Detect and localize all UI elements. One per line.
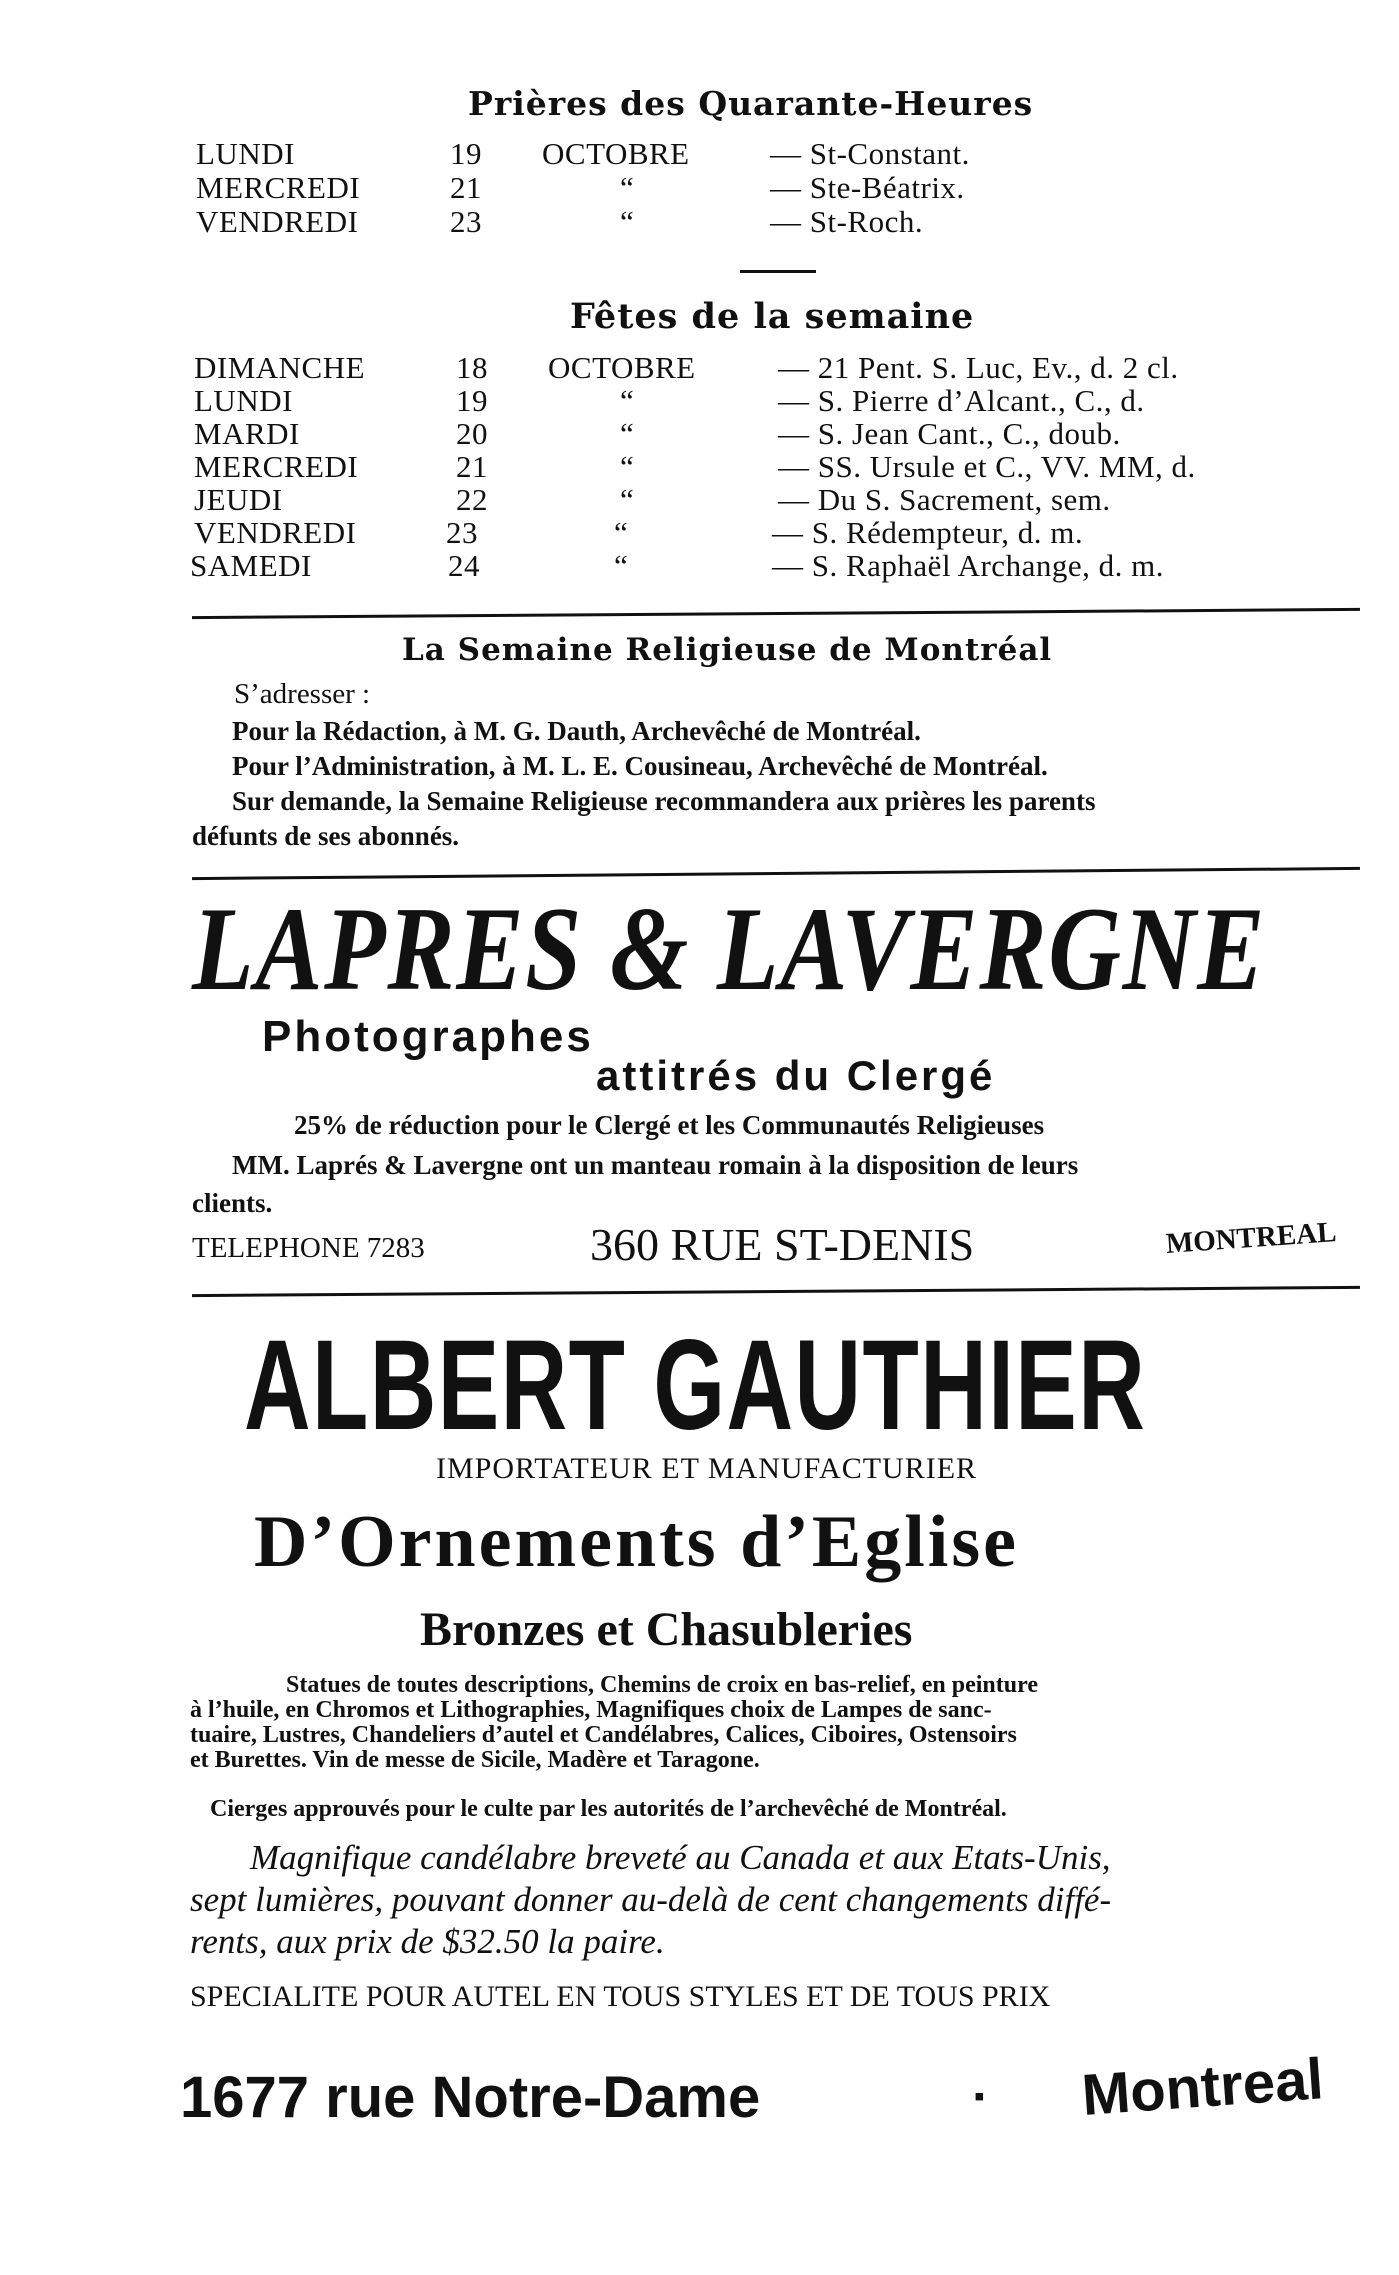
- table-row: [0, 548, 1399, 584]
- gauthier-address: 1677 rue Notre-Dame: [180, 2065, 761, 2130]
- desc-cell: — S. Pierre d’Alcant., C., d.: [778, 383, 1145, 418]
- gauthier-city: Montreal: [1079, 2046, 1326, 2128]
- semaine-line3: Pour l’Administration, à M. L. E. Cousineau, Archevêché de Montréal.: [232, 751, 1048, 781]
- desc-cell: — S. Raphaël Archange, d. m.: [772, 548, 1164, 583]
- lapres-name: LAPRES & LAVERGNE: [192, 882, 1267, 1015]
- desc-cell: — SS. Ursule et C., VV. MM, d.: [778, 449, 1196, 484]
- month-cell: “: [620, 170, 635, 205]
- lapres-sub2: attitrés du Clergé: [596, 1052, 996, 1099]
- gauthier-italic3: rents, aux prix de $32.50 la paire.: [190, 1922, 665, 1961]
- table-row: [0, 482, 1399, 518]
- lapres-address: 360 RUE ST-DENIS: [590, 1219, 975, 1270]
- desc-cell: — S. Rédempteur, d. m.: [772, 515, 1084, 550]
- day-cell: MARDI: [194, 416, 300, 451]
- month-cell: “: [620, 449, 635, 484]
- lapres-line3: clients.: [192, 1188, 273, 1218]
- num-cell: 18: [456, 350, 488, 385]
- gauthier-desc2: à l’huile, en Chromos et Lithographies, Magnifiques choix de Lampes de sanc-: [190, 1697, 992, 1723]
- desc-cell: — Du S. Sacrement, sem.: [778, 482, 1111, 517]
- lapres-line2: MM. Laprés & Lavergne ont un manteau romain à la disposition de leurs: [232, 1150, 1079, 1180]
- table-row: [0, 136, 1399, 172]
- gauthier-italic2: sept lumières, pouvant donner au-delà de cent changements diffé-: [190, 1880, 1112, 1919]
- month-cell: “: [614, 515, 629, 550]
- desc-cell: — Ste-Béatrix.: [770, 170, 965, 205]
- num-cell: 23: [450, 204, 482, 239]
- month-cell: “: [620, 204, 635, 239]
- gauthier-name: ALBERT GAUTHIER: [244, 1314, 1147, 1457]
- table-row: [0, 383, 1399, 419]
- day-cell: JEUDI: [194, 482, 283, 517]
- day-cell: LUNDI: [196, 136, 295, 171]
- day-cell: MERCREDI: [196, 170, 361, 205]
- num-cell: 19: [450, 136, 482, 171]
- gauthier-cierges: Cierges approuvés pour le culte par les autorités de l’archevêché de Montréal.: [210, 1796, 1007, 1822]
- gauthier-desc3: tuaire, Lustres, Chandeliers d’autel et Candélabres, Calices, Ciboires, Ostensoirs: [190, 1722, 1017, 1748]
- table-row: [0, 170, 1399, 206]
- desc-cell: — 21 Pent. S. Luc, Ev., d. 2 cl.: [778, 350, 1179, 385]
- gauthier-italic1: Magnifique candélabre breveté au Canada et aux Etats-Unis,: [250, 1838, 1111, 1877]
- num-cell: 22: [456, 482, 488, 517]
- lapres-sub1: Photographes: [262, 1012, 594, 1061]
- divider: [192, 608, 1360, 619]
- month-cell: OCTOBRE: [542, 136, 690, 171]
- gauthier-bronzes: Bronzes et Chasubleries: [420, 1603, 913, 1656]
- day-cell: LUNDI: [194, 383, 293, 418]
- desc-cell: — St-Roch.: [770, 204, 924, 239]
- semaine-line5: défunts de ses abonnés.: [192, 821, 460, 851]
- lapres-telephone: TELEPHONE 7283: [192, 1232, 425, 1264]
- lapres-line1: 25% de réduction pour le Clergé et les Communautés Religieuses: [294, 1110, 1045, 1140]
- day-cell: VENDREDI: [194, 515, 357, 550]
- prieres-title: Prières des Quarante-Heures: [468, 84, 1034, 123]
- num-cell: 21: [450, 170, 482, 205]
- divider: [740, 270, 816, 273]
- num-cell: 24: [448, 548, 480, 583]
- fetes-title: Fêtes de la semaine: [570, 296, 975, 337]
- gauthier-desc4: et Burettes. Vin de messe de Sicile, Madère et Taragone.: [190, 1747, 760, 1773]
- num-cell: 23: [446, 515, 478, 550]
- gauthier-specialite: SPECIALITE POUR AUTEL EN TOUS STYLES ET DE TOUS PRIX: [190, 1980, 1051, 2013]
- lapres-city: MONTREAL: [1164, 1216, 1338, 1260]
- semaine-title: La Semaine Religieuse de Montréal: [402, 632, 1053, 668]
- divider: [192, 1286, 1360, 1297]
- gauthier-desc1: Statues de toutes descriptions, Chemins de croix en bas-relief, en peinture: [286, 1672, 1038, 1698]
- month-cell: “: [620, 416, 635, 451]
- table-row: [0, 515, 1399, 551]
- day-cell: MERCREDI: [194, 449, 359, 484]
- num-cell: 19: [456, 383, 488, 418]
- num-cell: 21: [456, 449, 488, 484]
- day-cell: DIMANCHE: [194, 350, 366, 385]
- num-cell: 20: [456, 416, 488, 451]
- table-row: [0, 204, 1399, 240]
- desc-cell: — S. Jean Cant., C., doub.: [778, 416, 1121, 451]
- day-cell: SAMEDI: [190, 548, 312, 583]
- month-cell: “: [614, 548, 629, 583]
- month-cell: “: [620, 383, 635, 418]
- table-row: [0, 416, 1399, 452]
- day-cell: VENDREDI: [196, 204, 359, 239]
- table-row: [0, 350, 1399, 386]
- semaine-line2: Pour la Rédaction, à M. G. Dauth, Archevêché de Montréal.: [232, 716, 921, 746]
- semaine-line4: Sur demande, la Semaine Religieuse recommandera aux prières les parents: [232, 786, 1096, 816]
- month-cell: “: [620, 482, 635, 517]
- gauthier-sub: IMPORTATEUR ET MANUFACTURIER: [436, 1452, 978, 1485]
- table-row: [0, 449, 1399, 485]
- divider: [192, 867, 1360, 880]
- desc-cell: — St-Constant.: [770, 136, 970, 171]
- gauthier-ornements: D’Ornements d’Eglise: [254, 1501, 1019, 1583]
- bullet-icon: ▪: [974, 2080, 985, 2113]
- month-cell: OCTOBRE: [548, 350, 696, 385]
- semaine-line1: S’adresser :: [234, 678, 371, 710]
